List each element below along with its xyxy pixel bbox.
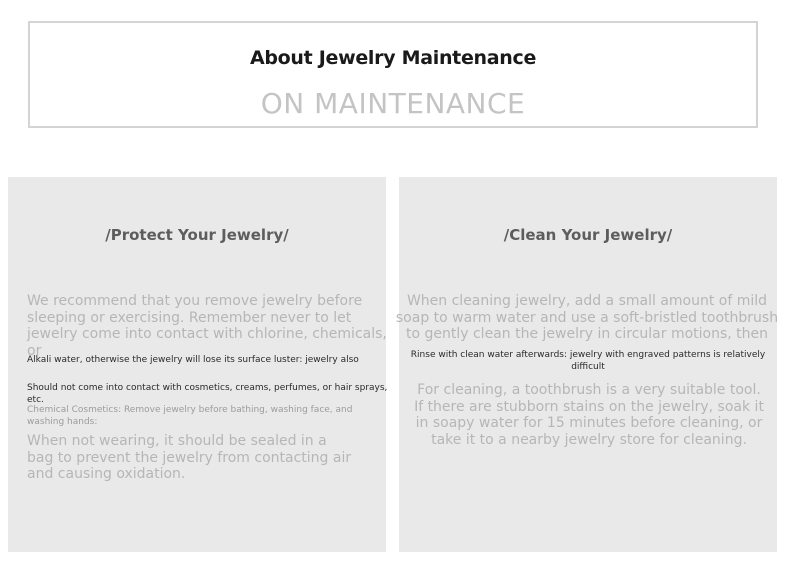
storage-text: When not wearing, it should be sealed in a bag to prevent the jewelry from contacting air and causing oxidation. xyxy=(27,433,352,483)
clean-panel xyxy=(395,177,779,552)
chemical-note: Chemical Cosmetics: Remove jewelry before bathing, washing face, and washing hands: xyxy=(27,405,353,427)
rinse-note: Rinse with clean water afterwards: jewelry with engraved patterns is relatively difficult xyxy=(410,350,766,372)
header-box xyxy=(28,21,758,128)
toothbrush-text: For cleaning, a toothbrush is a very suitable tool. If there are stubborn stains on the jewelry, soak it in soapy water for 15 minutes before cleaning, or take it to a nearby jewelry store for cleaning. xyxy=(414,382,764,449)
clean-heading: /Clean Your Jewelry/ xyxy=(503,226,673,244)
page-subtitle: ON MAINTENANCE xyxy=(260,87,526,120)
cosmetics-note: Should not come into contact with cosmetics, creams, perfumes, or hair sprays, etc. xyxy=(27,383,388,405)
clean-intro-text: When cleaning jewelry, add a small amount of mild soap to warm water and use a soft-bristled toothbrush to gently clean the jewelry in circular motions, then xyxy=(395,293,779,343)
protect-heading: /Protect Your Jewelry/ xyxy=(105,226,289,244)
protect-panel xyxy=(8,177,386,552)
page-title: About Jewelry Maintenance xyxy=(249,47,537,69)
protect-intro-text: We recommend that you remove jewelry before sleeping or exercising. Remember never to let jewelry come into contact with chlorine, chemicals, or xyxy=(27,293,387,360)
alkali-note: Alkali water, otherwise the jewelry will lose its surface luster: jewelry also xyxy=(27,355,359,365)
